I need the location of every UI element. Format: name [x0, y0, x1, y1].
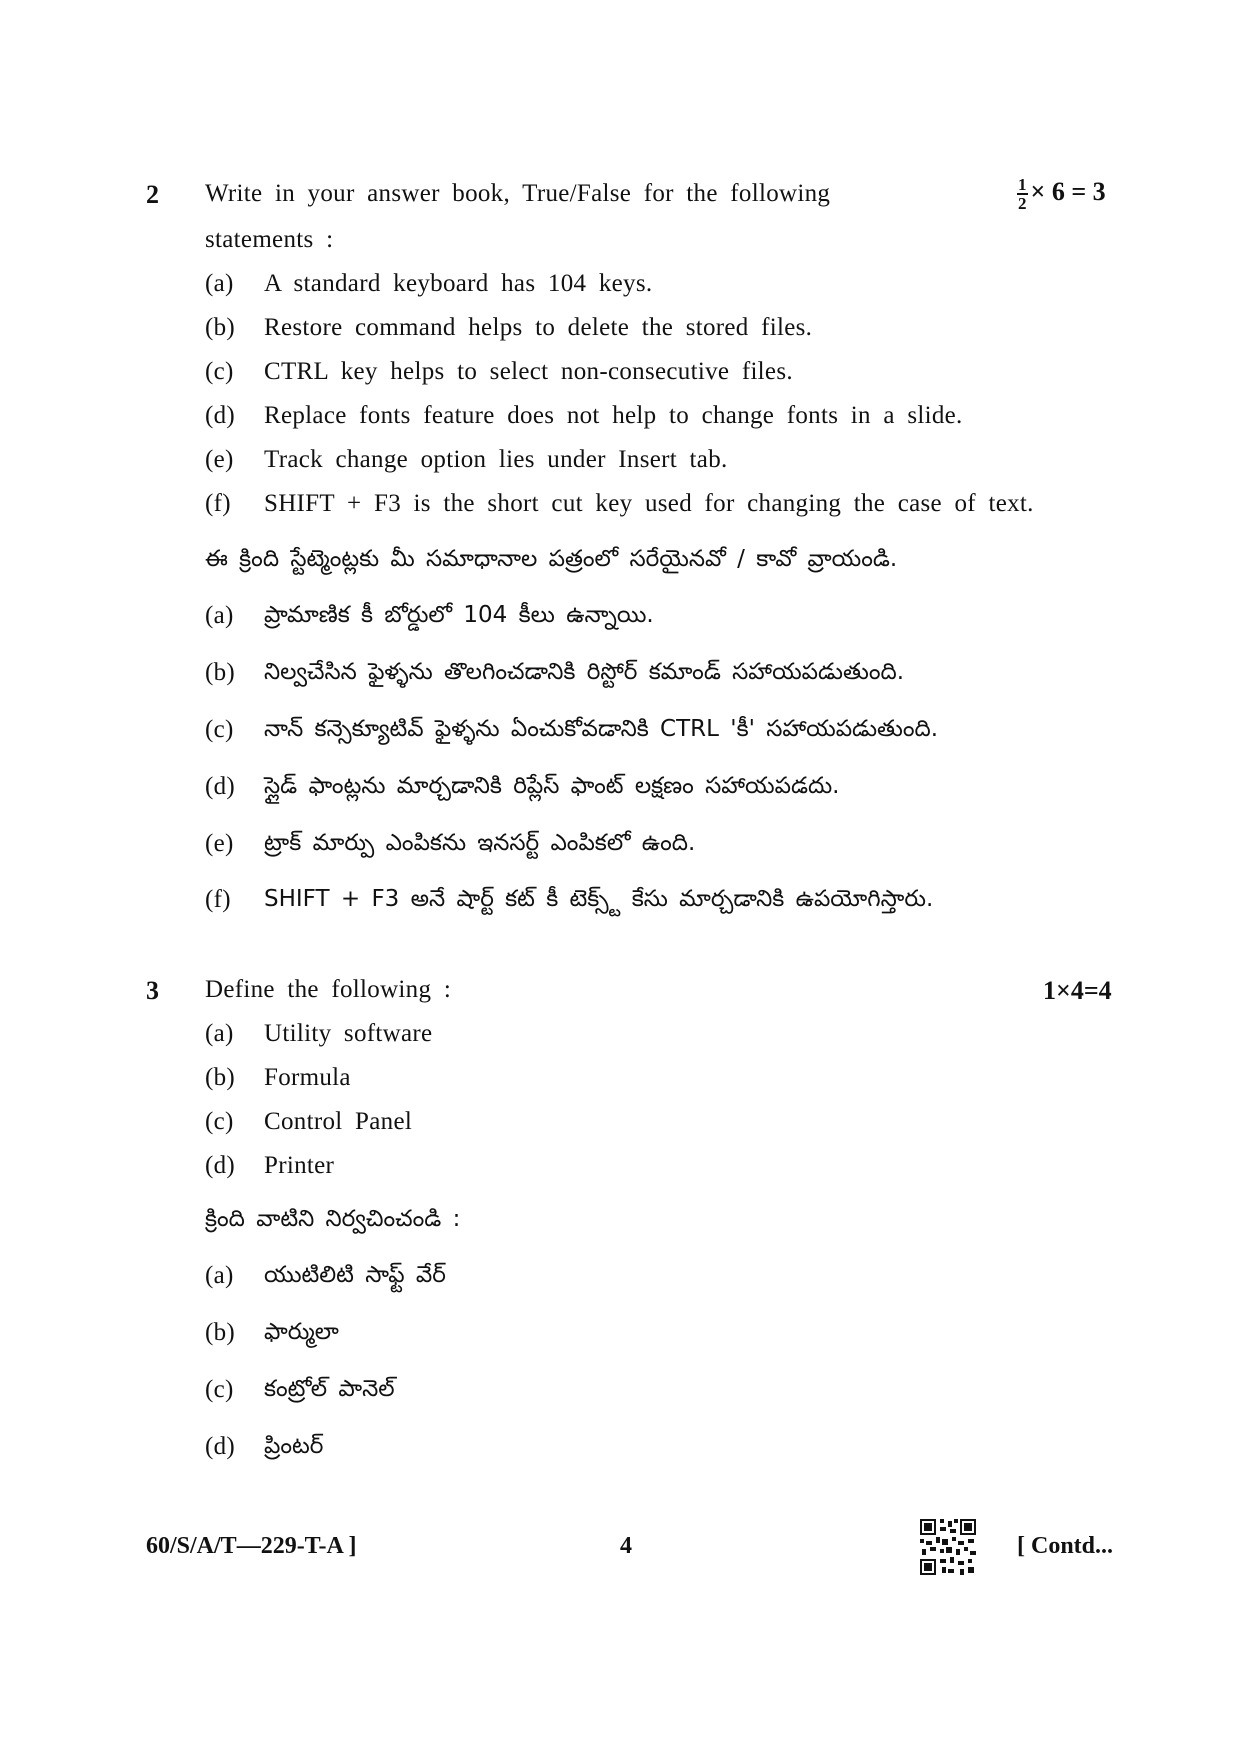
- q2-item-a-label: (a): [205, 270, 234, 297]
- q2-te-item-e-label: (e): [205, 830, 234, 857]
- q2-te-item-a-text: ప్రామాణిక కీ బోర్డులో 104 కీలు ఉన్నాయి.: [264, 602, 654, 628]
- qr-code-icon: [920, 1519, 976, 1575]
- q3-prompt: Define the following :: [205, 976, 452, 1003]
- q2-item-b-text: Restore command helps to delete the stored files.: [264, 314, 813, 341]
- q2-te-item-c-label: (c): [205, 716, 234, 743]
- q2-prompt-telugu: ఈ క్రింది స్టేట్మెంట్లకు మీ సమాధానాల పత్రంలో సరేయైనవో / కావో వ్రాయండి.: [205, 546, 898, 572]
- q2-item-e-text: Track change option lies under Insert tab.: [264, 446, 728, 473]
- q2-te-item-f-text: SHIFT + F3 అనే షార్ట్ కట్ కీ టెక్స్ట్ కేసు మార్చడానికి ఉపయోగిస్తారు.: [264, 886, 934, 912]
- q2-number: 2: [146, 180, 159, 209]
- q2-marks-den: 2: [1018, 194, 1027, 213]
- q2-item-d-label: (d): [205, 402, 236, 429]
- q2-te-item-a-label: (a): [205, 602, 234, 629]
- q2-marks: [1017, 176, 1106, 212]
- q3-item-a-label: (a): [205, 1020, 234, 1047]
- q2-marks-num: 1: [1018, 175, 1027, 194]
- q3-te-item-d-text: ప్రింటర్: [264, 1433, 324, 1459]
- q3-prompt-telugu: క్రింది వాటిని నిర్వచించండి :: [205, 1206, 461, 1232]
- q2-marks-fraction: [1017, 176, 1028, 212]
- q3-item-b-label: (b): [205, 1064, 236, 1091]
- q2-prompt-line1: Write in your answer book, True/False for the following: [205, 180, 831, 207]
- q2-te-item-b-label: (b): [205, 659, 236, 686]
- q3-te-item-b-label: (b): [205, 1319, 236, 1346]
- q3-te-item-c-text: కంట్రోల్ పానెల్: [264, 1376, 395, 1402]
- q2-te-item-d-label: (d): [205, 773, 236, 800]
- page-number: 4: [620, 1533, 632, 1559]
- q2-item-b-label: (b): [205, 314, 236, 341]
- q2-item-f-text: SHIFT + F3 is the short cut key used for changing the case of text.: [264, 490, 1034, 517]
- paper-code: 60/S/A/T—229-T-A ]: [146, 1533, 357, 1559]
- q2-item-f-label: (f): [205, 490, 231, 517]
- q2-item-c-text: CTRL key helps to select non-consecutive files.: [264, 358, 793, 385]
- q3-item-d-text: Printer: [264, 1152, 335, 1179]
- q2-te-item-e-text: ట్రాక్ మార్పు ఎంపికను ఇనసర్ట్ ఎంపికలో ఉంది.: [264, 830, 696, 856]
- q2-te-item-c-text: నాన్ కన్సెక్యూటివ్ ఫైళ్ళను ఏంచుకోవడానికి CTRL 'కీ' సహాయపడుతుంది.: [264, 716, 939, 742]
- q2-item-e-label: (e): [205, 446, 234, 473]
- q3-te-item-c-label: (c): [205, 1376, 234, 1403]
- q2-item-c-label: (c): [205, 358, 234, 385]
- q2-item-a-text: A standard keyboard has 104 keys.: [264, 270, 653, 297]
- q3-te-item-d-label: (d): [205, 1433, 236, 1460]
- q3-te-item-a-label: (a): [205, 1262, 234, 1289]
- q2-marks-rest: × 6 = 3: [1030, 176, 1106, 206]
- q3-item-c-text: Control Panel: [264, 1108, 413, 1135]
- q2-prompt-line2: statements :: [205, 226, 334, 253]
- q2-item-d-text: Replace fonts feature does not help to change fonts in a slide.: [264, 402, 963, 429]
- q3-item-d-label: (d): [205, 1152, 236, 1179]
- q2-te-item-f-label: (f): [205, 886, 231, 913]
- q2-te-item-d-text: స్లైడ్ ఫాంట్లను మార్చడానికి రిప్లేస్ ఫాంట్ లక్షణం సహాయపడదు.: [264, 773, 840, 799]
- q3-item-b-text: Formula: [264, 1064, 351, 1091]
- q2-te-item-b-text: నిల్వచేసిన ఫైళ్ళను తొలగించడానికి రిస్టోర్ కమాండ్ సహాయపడుతుంది.: [264, 659, 905, 685]
- q3-te-item-a-text: యుటిలిటి సాఫ్ట్ వేర్: [264, 1262, 446, 1288]
- q3-marks: 1×4=4: [1043, 976, 1112, 1005]
- q3-number: 3: [146, 976, 159, 1005]
- contd-label: [ Contd...: [1017, 1533, 1114, 1559]
- q3-te-item-b-text: ఫార్ములా: [264, 1319, 339, 1345]
- q3-item-a-text: Utility software: [264, 1020, 433, 1047]
- q3-item-c-label: (c): [205, 1108, 234, 1135]
